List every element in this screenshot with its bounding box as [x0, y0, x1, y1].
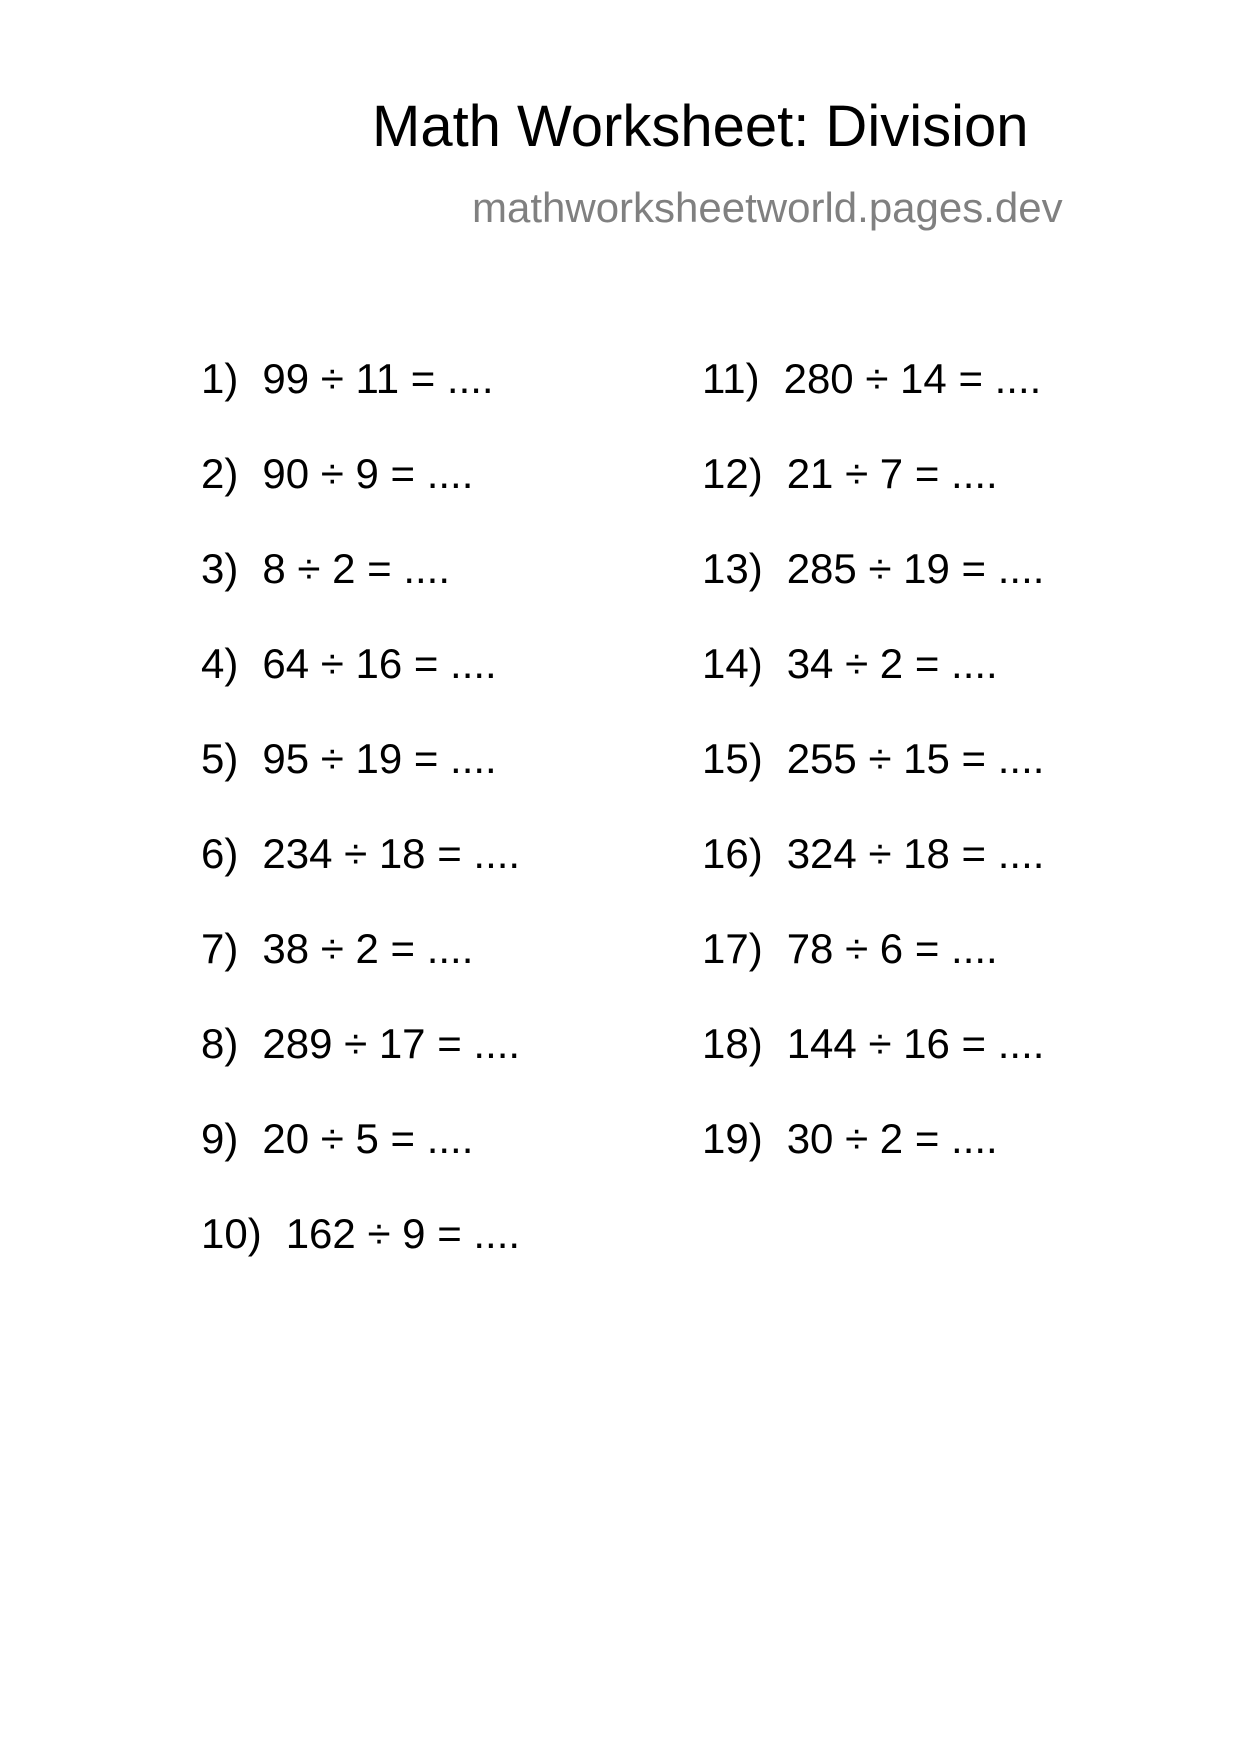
worksheet-subtitle: mathworksheetworld.pages.dev: [472, 184, 1063, 231]
problem-expression: 144 ÷ 16 = ....: [786, 1020, 1045, 1067]
problem-number: 14): [702, 640, 763, 687]
problem-number: 11): [702, 355, 760, 402]
problem-expression: 324 ÷ 18 = ....: [786, 830, 1045, 877]
problem-number: 17): [702, 925, 763, 972]
problem-item: [201, 925, 474, 972]
problem-item: [702, 1115, 998, 1162]
problem-item: [201, 735, 497, 782]
problem-expression: 30 ÷ 2 = ....: [786, 1115, 998, 1162]
problem-number: 9): [201, 1115, 239, 1162]
problem-item: [702, 830, 1045, 877]
problem-item: [702, 1020, 1045, 1067]
problem-number: 2): [201, 450, 239, 497]
problem-item: [702, 735, 1045, 782]
problem-expression: 34 ÷ 2 = ....: [786, 640, 998, 687]
problem-number: 1): [201, 355, 239, 402]
problem-item: [702, 450, 998, 497]
problem-expression: 289 ÷ 17 = ....: [262, 1020, 521, 1067]
problem-expression: 38 ÷ 2 = ....: [262, 925, 474, 972]
problem-item: [201, 640, 497, 687]
problem-expression: 64 ÷ 16 = ....: [262, 640, 497, 687]
problem-number: 10): [201, 1210, 262, 1257]
problem-number: 15): [702, 735, 763, 782]
problem-item: [702, 355, 1042, 402]
problem-expression: 90 ÷ 9 = ....: [262, 450, 474, 497]
problem-expression: 20 ÷ 5 = ....: [262, 1115, 474, 1162]
problem-expression: 78 ÷ 6 = ....: [786, 925, 998, 972]
problem-number: 8): [201, 1020, 239, 1067]
problem-number: 12): [702, 450, 763, 497]
problem-number: 7): [201, 925, 239, 972]
problem-expression: 8 ÷ 2 = ....: [262, 545, 451, 592]
worksheet-title: Math Worksheet: Division: [372, 94, 1029, 159]
problem-number: 16): [702, 830, 763, 877]
problem-number: 18): [702, 1020, 763, 1067]
problem-item: [201, 545, 451, 592]
problem-item: [201, 1020, 521, 1067]
problem-expression: 21 ÷ 7 = ....: [786, 450, 998, 497]
problem-item: [201, 450, 474, 497]
problem-item: [201, 830, 521, 877]
problem-expression: 99 ÷ 11 = ....: [262, 355, 494, 402]
problem-item: [201, 355, 494, 402]
problem-number: 4): [201, 640, 239, 687]
problem-number: 5): [201, 735, 239, 782]
problem-item: [702, 545, 1045, 592]
problem-number: 6): [201, 830, 239, 877]
problem-number: 3): [201, 545, 239, 592]
problem-item: [702, 640, 998, 687]
problem-number: 19): [702, 1115, 763, 1162]
problem-number: 13): [702, 545, 763, 592]
problem-expression: 162 ÷ 9 = ....: [285, 1210, 521, 1257]
problem-expression: 234 ÷ 18 = ....: [262, 830, 521, 877]
problem-item: [201, 1210, 521, 1257]
problem-item: [702, 925, 998, 972]
problem-item: [201, 1115, 474, 1162]
problem-expression: 255 ÷ 15 = ....: [786, 735, 1045, 782]
problem-expression: 285 ÷ 19 = ....: [786, 545, 1045, 592]
problem-expression: 280 ÷ 14 = ....: [783, 355, 1042, 402]
problem-expression: 95 ÷ 19 = ....: [262, 735, 497, 782]
